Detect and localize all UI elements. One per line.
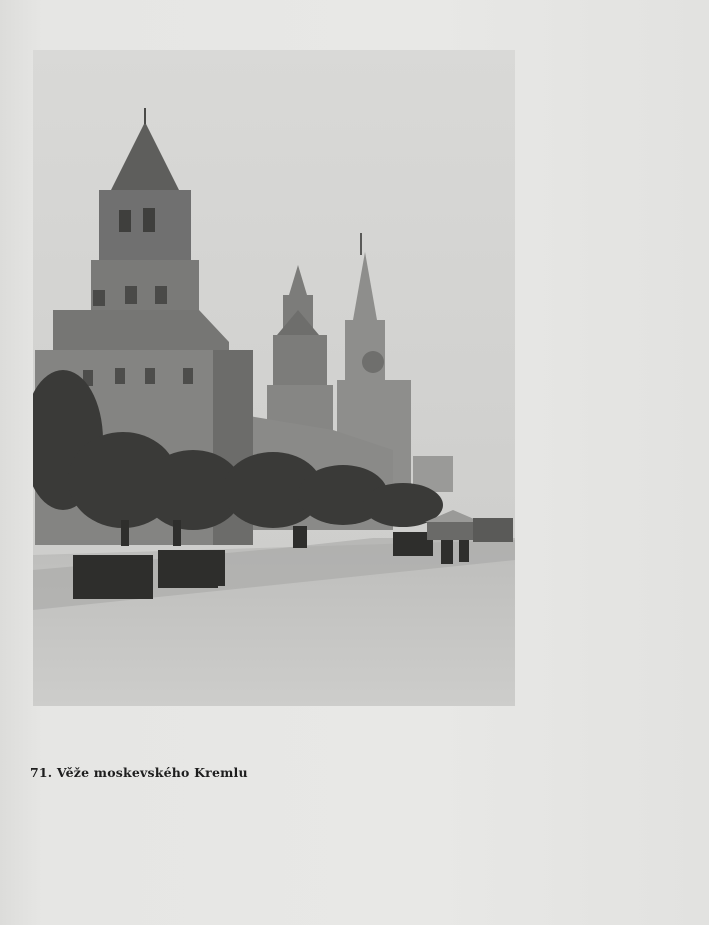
kremlin-towers-photo (33, 50, 515, 706)
figure-caption: 71. Věže moskevského Kremlu (30, 765, 248, 780)
